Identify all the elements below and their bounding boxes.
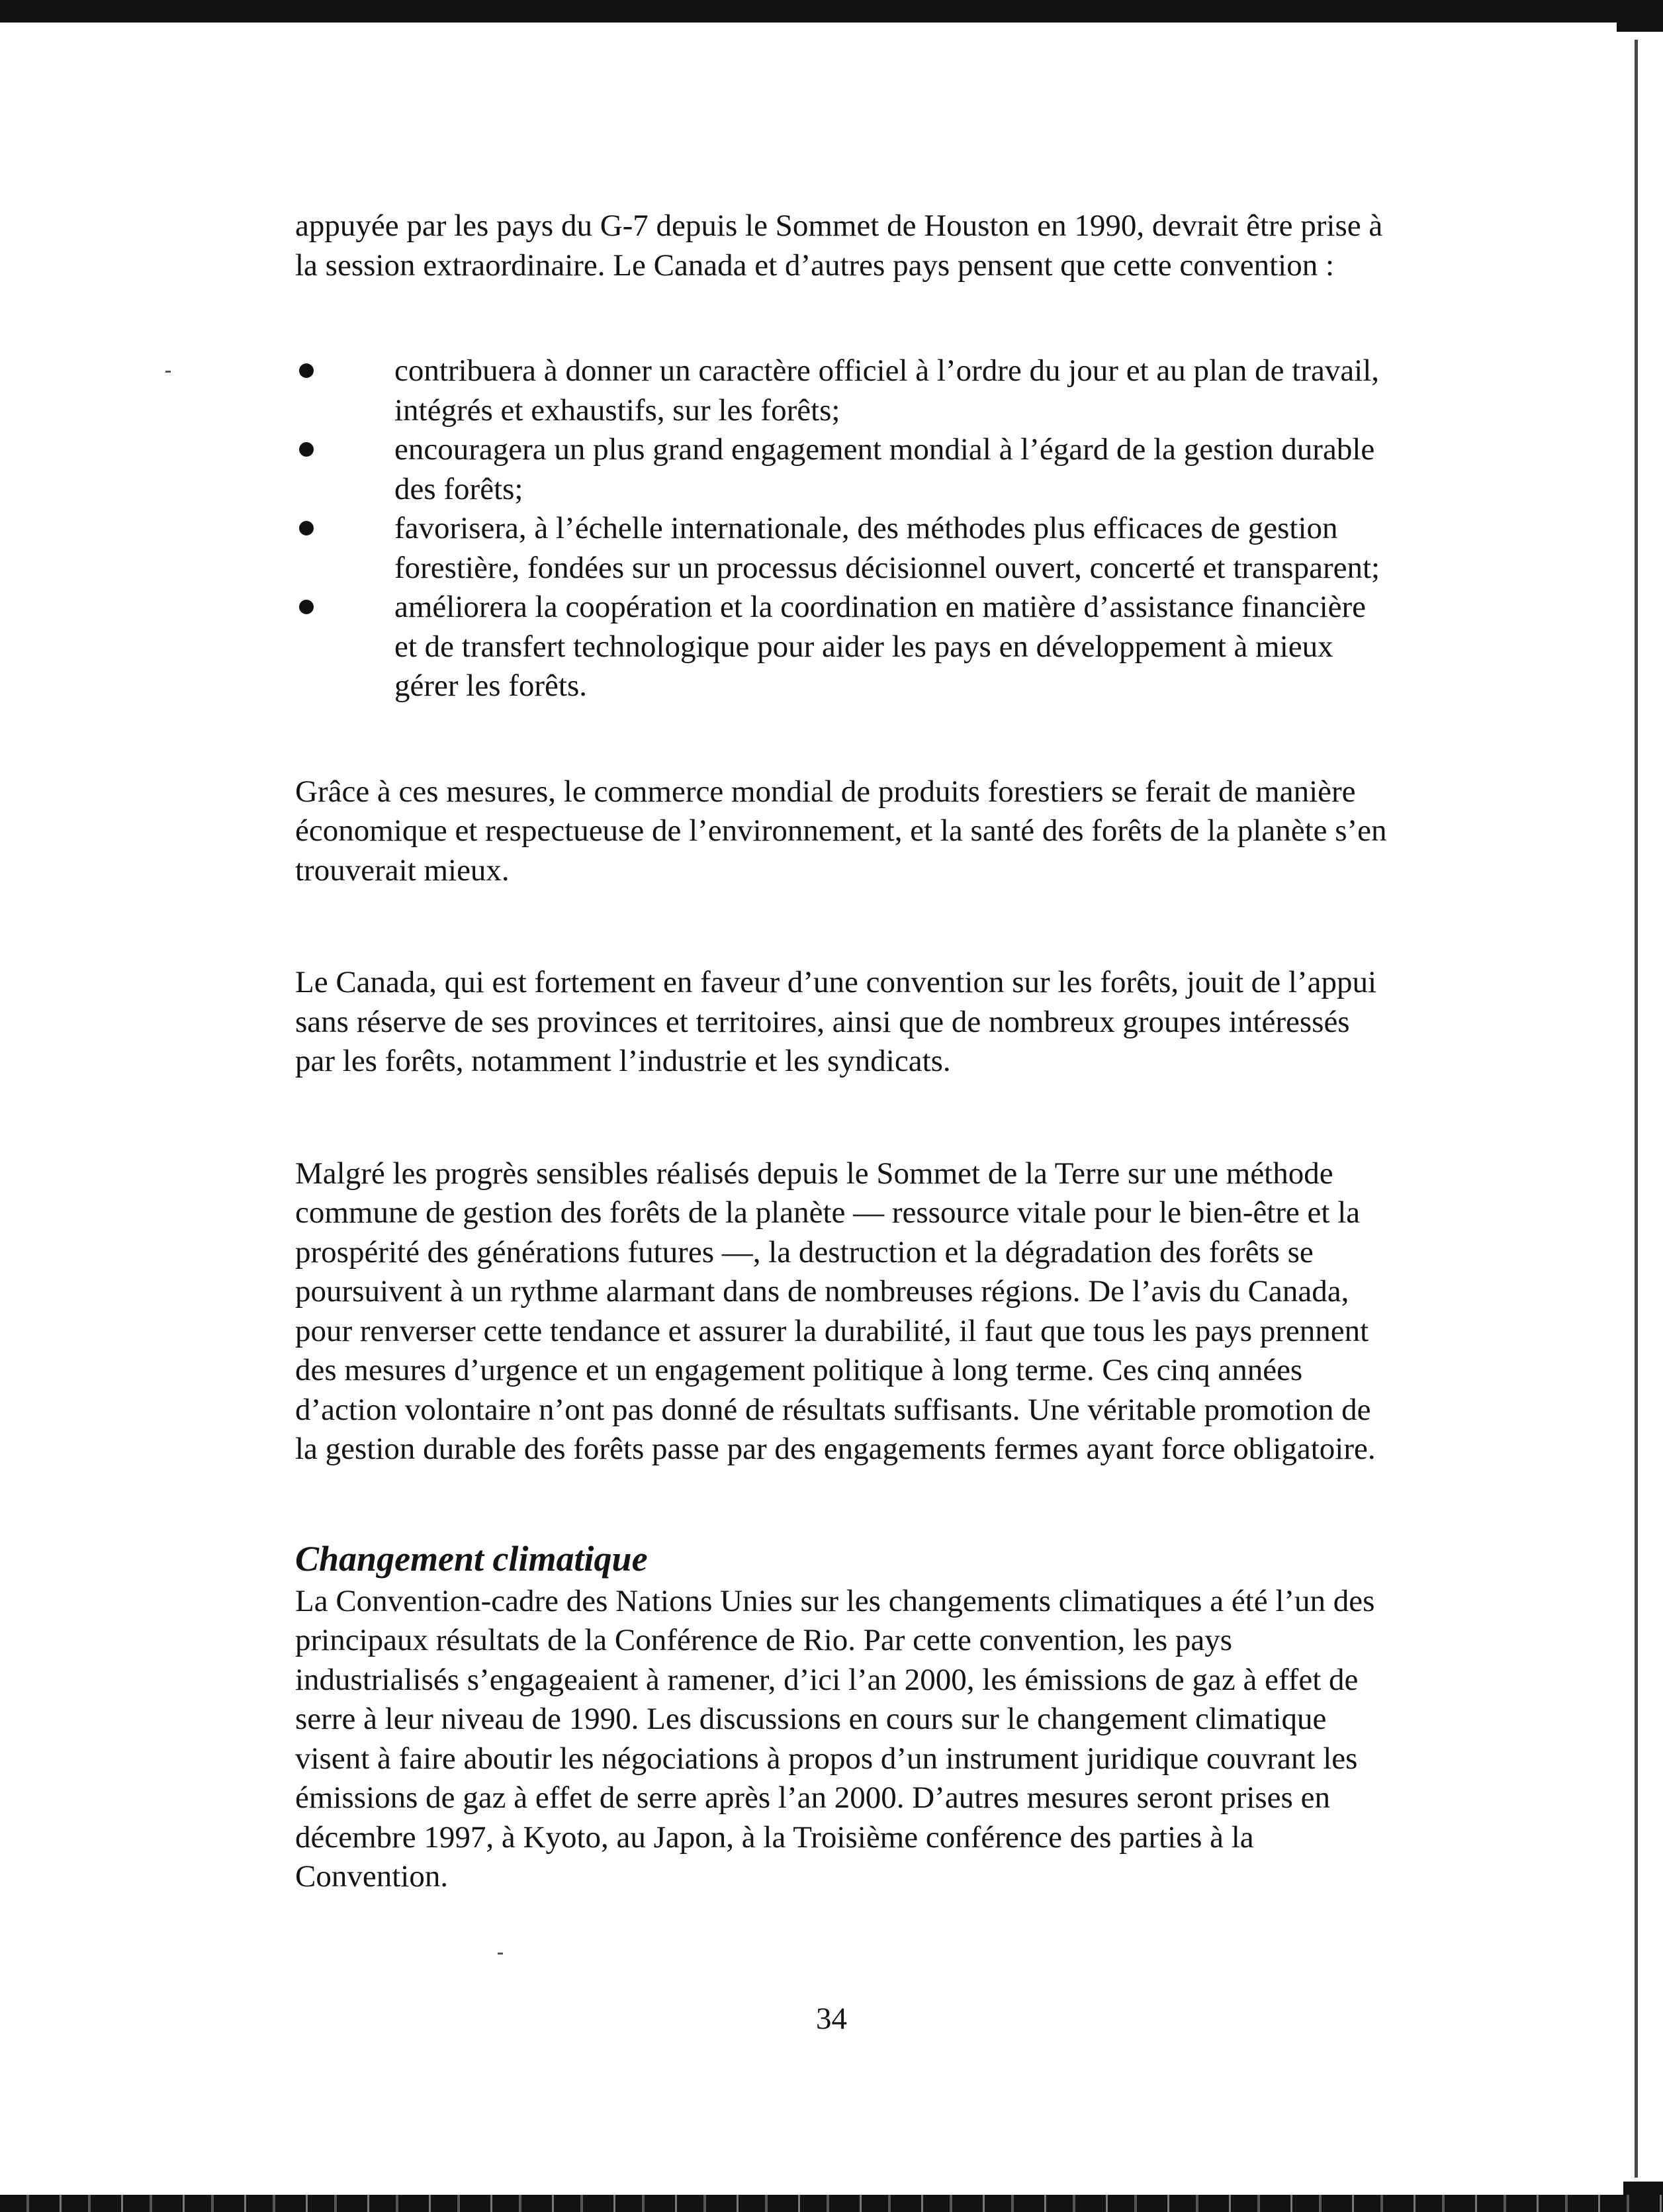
page-number: 34 [816,2002,847,2036]
list-item-text: encouragera un plus grand engagement mondial à l’égard de la gestion durable des forêts; [394,432,1375,506]
scan-bottom-border [0,2195,1663,2212]
paragraph-climate: La Convention-cadre des Nations Unies sur les changements climatiques a été l’un des principaux résultats de la Conférence de Rio. Par cette convention, les pays industrialisés s’engageaient à ramener, d’ici l’an 2000, les émissions de gaz à effet de serre à leur niveau de 1990. Les discussions en cours sur le changement climatique visent à faire aboutir les négociations à propos d’un instrument juridique couvrant les émissions de gaz à effet de serre après l’an 2000. D’autres mesures seront prises en décembre 1997, à Kyoto, au Japon, à la Troisième conférence des parties à la Convention. [295,1583,1375,1894]
scan-top-border-notch [1617,23,1663,32]
section-heading: Changement climatique [295,1538,648,1579]
list-item-text: améliorera la coopération et la coordination en matière d’assistance financière et de transfert technologique pour aider les pays en développement à mieux gérer les forêts. [394,590,1367,703]
bullet-icon [299,442,314,457]
paragraph-progress: Malgré les progrès sensibles réalisés depuis le Sommet de la Terre sur une méthode commune de gestion des forêts de la planète — ressource vitale pour le bien-être et la prospérité des générations futures —, la destruction et la dégradation des forêts se poursuivent à un rythme alarmant dans de nombreuses régions. De l’avis du Canada, pour renverser cette tendance et assurer la durabilité, il faut que tous les pays prennent des mesures d’urgence et un engagement politique à long terme. Ces cinq années d’action volontaire n’ont pas donné de résultats suffisants. Une véritable promotion de la gestion durable des forêts passe par des engagements fermes ayant force obligatoire. [295,1156,1376,1466]
list-item-text: favorisera, à l’échelle internationale, des méthodes plus efficaces de gestion forestière, fondées sur un processus décisionnel ouvert, concerté et transparent; [394,511,1380,585]
list-item [295,509,1387,588]
intro-paragraph: appuyée par les pays du G-7 depuis le Sommet de Houston en 1990, devrait être prise à la session extraordinaire. Le Canada et d’autres pays pensent que cette convention : [295,208,1383,283]
scan-speck [165,371,171,373]
bullet-icon [299,600,314,614]
scan-right-edge [1635,40,1638,2178]
bullet-icon [299,363,314,378]
bullet-list [295,351,1387,706]
scan-bottom-border-notch [1623,2182,1663,2195]
scan-speck [498,1953,503,1955]
list-item [295,351,1387,430]
bullet-icon [299,521,314,535]
list-item [295,430,1387,509]
spacer [295,285,1387,351]
paragraph-trade: Grâce à ces mesures, le commerce mondial de produits forestiers se ferait de manière économique et respectueuse de l’environnement, et la santé des forêts de la planète s’en trouverait mieux. [295,774,1387,888]
paragraph-support: Le Canada, qui est fortement en faveur d’une convention sur les forêts, jouit de l’appui sans réserve de ses provinces et territoires, ainsi que de nombreux groupes intéressés par les forêts, notamment l’industrie et les syndicats. [295,965,1377,1078]
spacer [295,890,1387,963]
list-item-text: contribuera à donner un caractère officiel à l’ordre du jour et au plan de travail, intégrés et exhaustifs, sur les forêts; [394,353,1380,428]
scan-top-border [0,0,1663,23]
spacer [295,706,1387,772]
spacer [295,1082,1387,1154]
list-item [295,588,1387,706]
document-body [295,207,1387,1897]
spacer [295,1469,1387,1536]
